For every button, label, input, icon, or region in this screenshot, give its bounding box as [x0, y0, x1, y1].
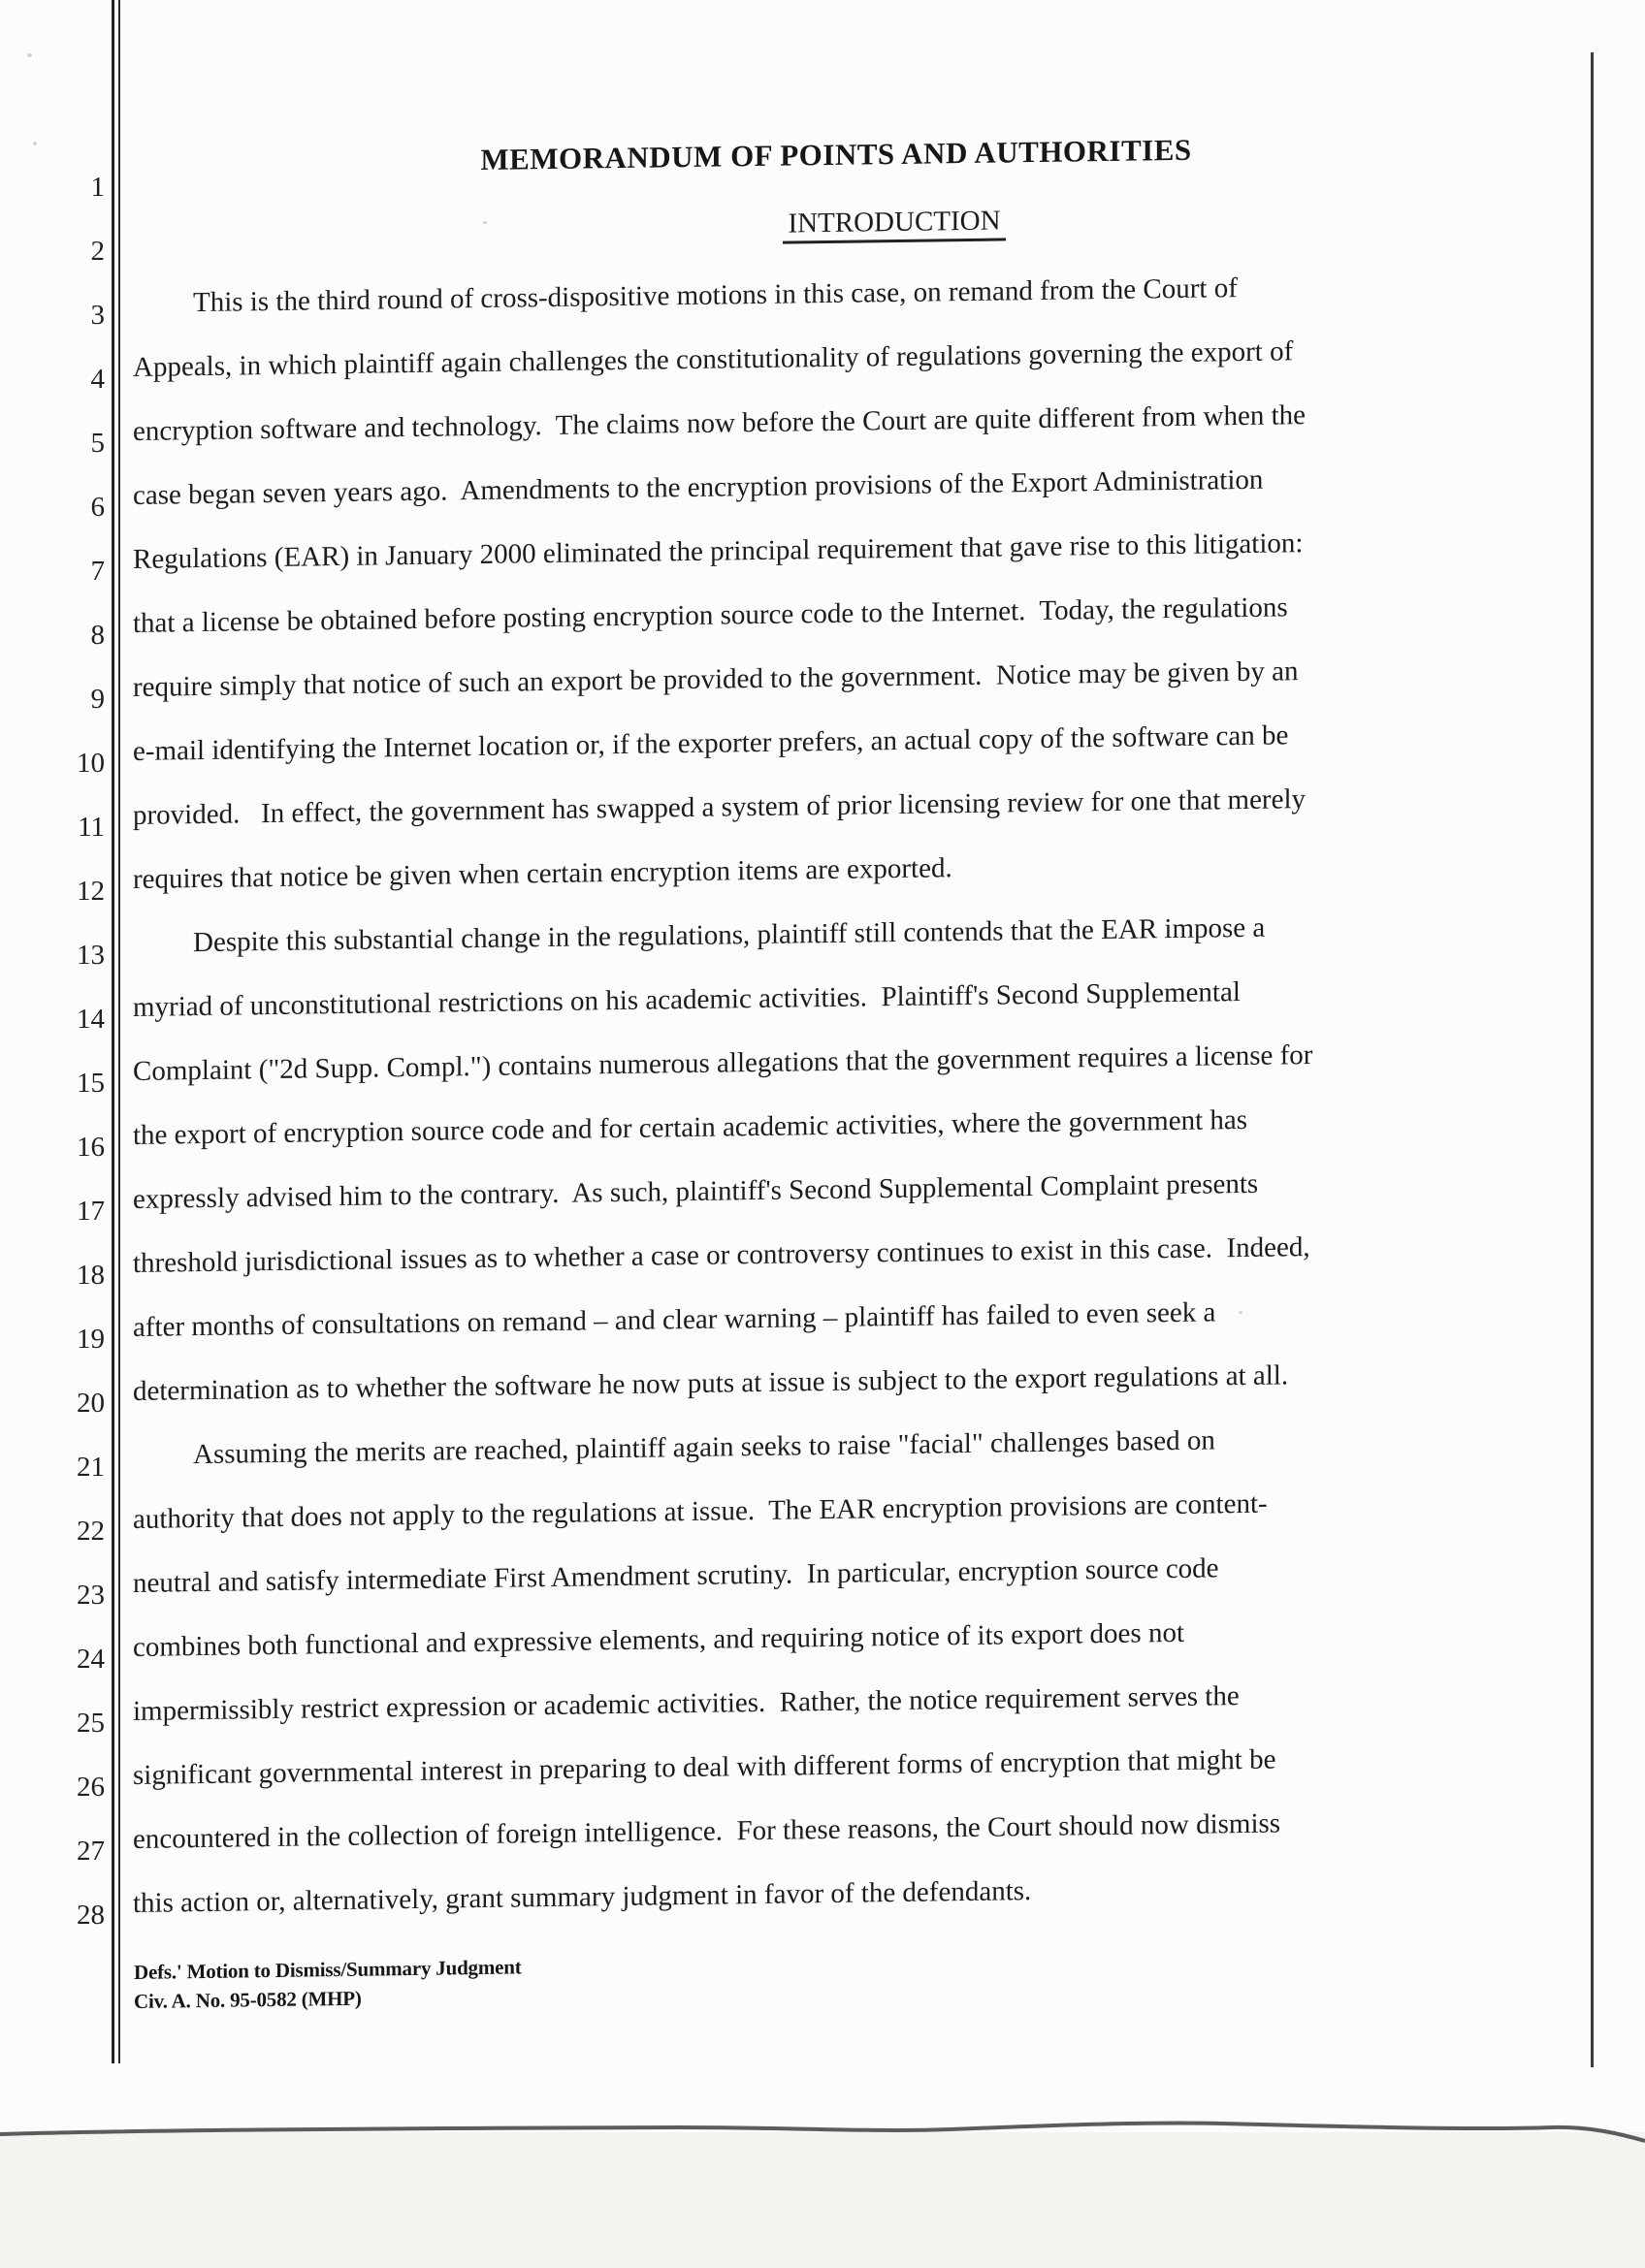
body-line-5: encryption software and technology. The claims now before the Court are quite different from when the: [133, 399, 1306, 447]
body-line-26: significant governmental interest in preparing to deal with different forms of encryption that might be: [133, 1743, 1276, 1791]
pleading-rule-left-outer: [112, 0, 114, 2063]
line-number-26: 26: [77, 1772, 105, 1803]
pleading-rule-right: [1591, 52, 1594, 2067]
line-number-22: 22: [77, 1516, 105, 1547]
section-heading: [191, 197, 1597, 248]
body-line-10: e-mail identifying the Internet location or, if the exporter prefers, an actual copy of the software can be: [133, 719, 1289, 767]
line-number-8: 8: [90, 620, 105, 651]
body-line-18: threshold jurisdictional issues as to whether a case or controversy continues to exist in this case. Indeed,: [133, 1231, 1310, 1279]
document-text: [133, 0, 1539, 2268]
line-number-13: 13: [77, 940, 105, 971]
body-line-6: case began seven years ago. Amendments to the encryption provisions of the Export Administration: [133, 463, 1264, 511]
body-line-16: the export of encryption source code and for certain academic activities, where the government has: [133, 1103, 1248, 1151]
line-number-18: 18: [77, 1260, 105, 1291]
line-number-4: 4: [90, 364, 105, 395]
body-line-17: expressly advised him to the contrary. As such, plaintiff's Second Supplemental Complaint presents: [133, 1167, 1259, 1215]
body-line-23: neutral and satisfy intermediate First Amendment scrutiny. In particular, encryption source code: [133, 1552, 1219, 1599]
scanner-background-strip: [0, 2132, 1645, 2268]
line-number-28: 28: [77, 1900, 105, 1931]
line-number-17: 17: [77, 1196, 105, 1227]
section-heading-text: INTRODUCTION: [783, 205, 1005, 243]
body-line-11: provided. In effect, the government has swapped a system of prior licensing review for one that merely: [133, 783, 1306, 831]
line-number-5: 5: [90, 428, 105, 459]
scan-speck: [27, 53, 32, 57]
body-line-24: combines both functional and expressive elements, and requiring notice of its export does not: [133, 1616, 1185, 1663]
body-line-15: Complaint ("2d Supp. Compl.") contains numerous allegations that the government requires a license for: [133, 1039, 1313, 1087]
body-line-7: Regulations (EAR) in January 2000 eliminated the principal requirement that gave rise to this litigation:: [133, 527, 1304, 575]
line-number-15: 15: [77, 1068, 105, 1099]
footer-line-1: Defs.' Motion to Dismiss/Summary Judgment: [134, 1955, 522, 1984]
body-line-13: Despite this substantial change in the regulations, plaintiff still contends that the EAR impose a: [193, 911, 1266, 959]
footer-line-2: Civ. A. No. 95-0582 (MHP): [134, 1986, 362, 2013]
body-line-8: that a license be obtained before posting encryption source code to the Internet. Today, the regulations: [133, 591, 1288, 639]
body-line-22: authority that does not apply to the regulations at issue. The EAR encryption provisions are content-: [133, 1487, 1268, 1535]
line-number-21: 21: [77, 1452, 105, 1483]
line-number-9: 9: [90, 684, 105, 715]
line-number-24: 24: [77, 1644, 105, 1675]
scan-speck: [483, 221, 487, 224]
body-line-12: requires that notice be given when certain encryption items are exported.: [133, 852, 952, 895]
document-title: MEMORANDUM OF POINTS AND AUTHORITIES: [480, 132, 1192, 176]
line-number-7: 7: [90, 556, 105, 587]
scan-speck: [33, 142, 37, 145]
body-line-9: require simply that notice of such an export be provided to the government. Notice may be given by an: [133, 655, 1299, 703]
line-number-1: 1: [90, 172, 105, 203]
body-line-25: impermissibly restrict expression or academic activities. Rather, the notice requirement serves the: [133, 1680, 1240, 1727]
body-line-3: This is the third round of cross-dispositive motions in this case, on remand from the Court of: [193, 272, 1238, 319]
line-number-3: 3: [90, 300, 105, 331]
body-line-27: encountered in the collection of foreign intelligence. For these reasons, the Court should now dismiss: [133, 1807, 1281, 1855]
body-line-4: Appeals, in which plaintiff again challenges the constitutionality of regulations governing the export of: [133, 335, 1294, 383]
body-line-19: after months of consultations on remand – and clear warning – plaintiff has failed to even seek a: [133, 1296, 1216, 1343]
line-number-10: 10: [77, 748, 105, 779]
line-number-14: 14: [77, 1004, 105, 1035]
body-line-20: determination as to whether the software he now puts at issue is subject to the export regulations at all.: [133, 1359, 1289, 1407]
line-number-2: 2: [90, 236, 105, 267]
line-number-16: 16: [77, 1132, 105, 1163]
line-number-11: 11: [78, 812, 105, 843]
line-number-25: 25: [77, 1708, 105, 1739]
line-number-23: 23: [77, 1580, 105, 1611]
scan-speck: [1239, 1311, 1242, 1314]
line-number-6: 6: [90, 492, 105, 523]
body-line-21: Assuming the merits are reached, plaintiff again seeks to raise "facial" challenges based on: [193, 1424, 1215, 1471]
pleading-rule-left-inner: [118, 0, 120, 2063]
line-number-12: 12: [77, 876, 105, 907]
line-number-20: 20: [77, 1388, 105, 1419]
line-number-27: 27: [77, 1836, 105, 1867]
line-number-19: 19: [77, 1324, 105, 1355]
body-line-28: this action or, alternatively, grant summary judgment in favor of the defendants.: [133, 1875, 1032, 1919]
body-line-14: myriad of unconstitutional restrictions on his academic activities. Plaintiff's Second Supplemental: [133, 976, 1241, 1023]
